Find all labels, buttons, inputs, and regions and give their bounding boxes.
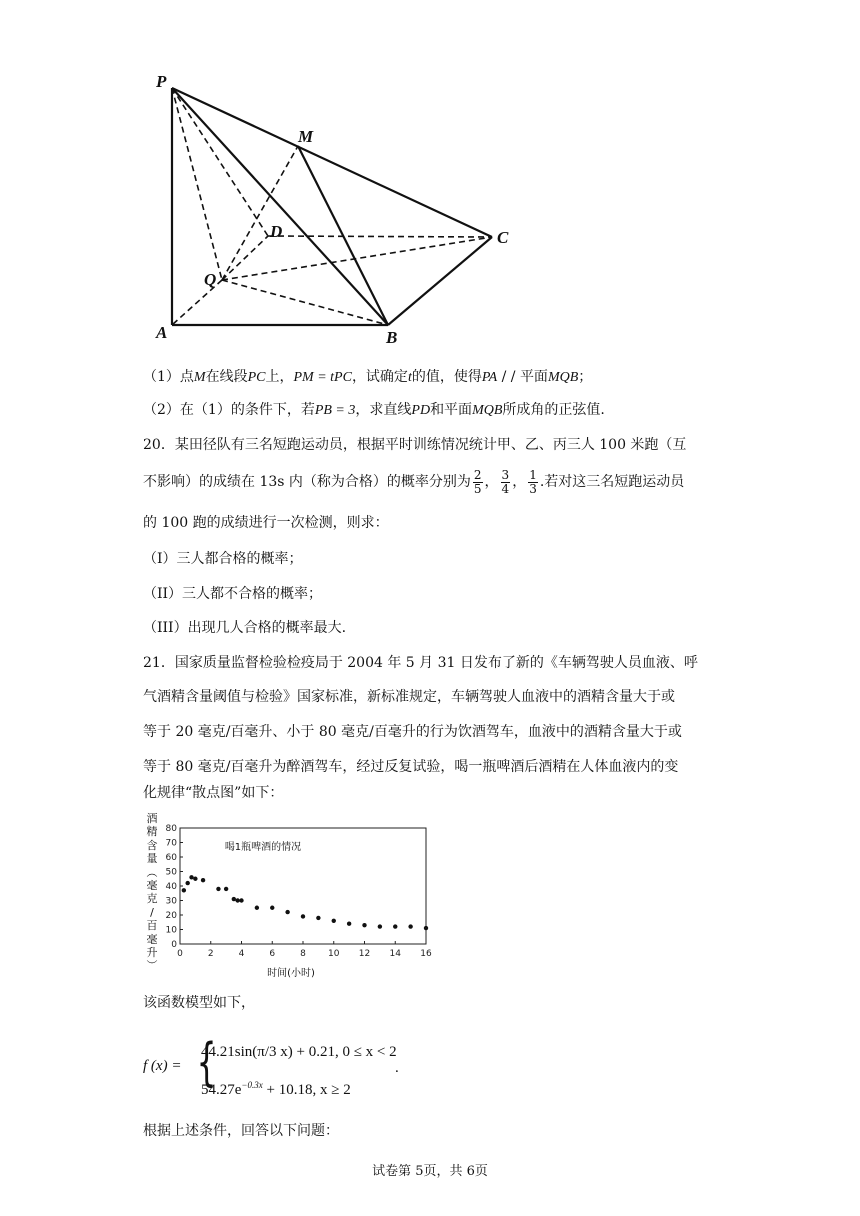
data-point xyxy=(193,877,197,881)
ylabel-char: 酒 xyxy=(146,812,158,825)
q20-line3: 的 100 跑的成绩进行一次检测，则求： xyxy=(143,515,389,531)
math: t xyxy=(407,370,412,385)
x-tick-label: 4 xyxy=(238,949,245,959)
y-tick-label: 50 xyxy=(165,867,177,878)
text: 上， xyxy=(265,369,294,385)
plot-frame xyxy=(180,828,426,944)
q20-line1: 20．某田径队有三名短跑运动员，根据平时训练情况统计甲、乙、丙三人 100 米跑（互 xyxy=(143,437,687,453)
data-point xyxy=(332,919,336,923)
y-tick-label: 30 xyxy=(165,896,177,907)
q21-after-chart: 该函数模型如下， xyxy=(143,995,255,1011)
solid-edges xyxy=(172,88,492,325)
point-label-Q: Q xyxy=(204,270,217,289)
text: 的值，使得 xyxy=(411,369,482,385)
ylabel-char: 毫 xyxy=(146,879,158,893)
denominator: 3 xyxy=(529,481,537,496)
x-tick-label: 10 xyxy=(328,949,340,959)
formula-case1: 44.21sin(π/3 x) + 0.21, 0 ≤ x < 2 xyxy=(201,1044,397,1060)
data-point xyxy=(201,878,205,882)
math: PM = tPC xyxy=(293,370,352,385)
ylabel-char: 升 xyxy=(146,946,158,960)
data-point xyxy=(189,875,193,879)
text: 和平面 xyxy=(430,402,473,418)
x-tick-label: 12 xyxy=(358,949,371,959)
text: 不影响）的成绩在 13s 内（称为合格）的概率分别为 xyxy=(143,474,471,490)
q19-part2 xyxy=(143,400,605,421)
edge-QC xyxy=(222,237,492,280)
q20-line2 xyxy=(143,467,684,497)
pyramid-figure xyxy=(150,70,530,355)
x-tick-label: 2 xyxy=(207,949,214,959)
q21-line3: 等于 20 毫克/百毫升、小于 80 毫克/百毫升的行为饮酒驾车，血液中的酒精含量大于或 xyxy=(143,724,682,740)
data-point xyxy=(301,914,305,918)
x-tick-label: 6 xyxy=(269,949,276,959)
y-tick-label: 0 xyxy=(171,940,177,950)
data-point xyxy=(362,923,366,927)
y-tick-label: 70 xyxy=(165,838,177,849)
data-point xyxy=(347,922,351,926)
x-tick-label: 0 xyxy=(177,949,183,959)
x-tick-label: 14 xyxy=(389,949,401,959)
text: （2）在（1）的条件下，若 xyxy=(143,402,315,418)
fraction-3-4 xyxy=(501,469,511,496)
q21-line2: 气酒精含量阈值与检验》国家标准，新标准规定，车辆驾驶人血液中的酒精含量大于或 xyxy=(143,689,675,705)
point-label-M: M xyxy=(298,127,314,146)
q20-item1: （I）三人都合格的概率； xyxy=(143,551,303,567)
point-label-C: C xyxy=(497,228,509,247)
brace: { xyxy=(196,1033,217,1093)
formula-lhs: f (x) = xyxy=(143,1058,182,1074)
q20-item3: （III）出现几人合格的概率最大. xyxy=(143,620,347,636)
scatter-chart xyxy=(160,818,440,978)
denominator: 4 xyxy=(501,481,510,496)
data-point xyxy=(235,898,239,902)
ylabel-char: 含 xyxy=(146,838,158,852)
data-point xyxy=(270,906,274,910)
point-label-B: B xyxy=(386,328,398,347)
text: 在线段 xyxy=(205,369,248,385)
y-tick-label: 80 xyxy=(165,824,177,834)
point-label-D: D xyxy=(270,222,283,241)
data-point xyxy=(185,881,189,885)
text: ， xyxy=(484,474,499,490)
text: ，求直线 xyxy=(355,402,412,418)
ylabel-char: ︵ xyxy=(146,865,158,879)
q19-part1 xyxy=(143,367,592,388)
chart-title: 喝1瓶啤酒的情况 xyxy=(224,842,302,853)
numerator: 3 xyxy=(501,467,510,482)
dashed-edges xyxy=(172,88,492,325)
data-point xyxy=(285,910,289,914)
edge-BC xyxy=(388,237,492,325)
denominator: 5 xyxy=(473,481,482,496)
q20-item2: （II）三人都不合格的概率； xyxy=(143,586,323,602)
data-point xyxy=(224,887,228,891)
text: ； xyxy=(578,369,593,385)
data-point xyxy=(424,926,428,930)
math: PB = 3 xyxy=(314,403,356,418)
text: 所成角的正弦值. xyxy=(502,402,605,418)
math: MQB xyxy=(472,403,503,418)
formula-case2 xyxy=(201,1080,351,1099)
numerator: 2 xyxy=(473,467,482,482)
ylabel-char: 百 xyxy=(146,919,158,933)
data-point xyxy=(316,916,320,920)
data-point xyxy=(232,897,236,901)
text: （1）点 xyxy=(143,369,194,385)
fraction-1-3 xyxy=(528,469,538,496)
data-point xyxy=(393,924,397,928)
math: MQB xyxy=(547,370,579,385)
y-tick-label: 60 xyxy=(165,853,177,863)
formula-end: . xyxy=(395,1060,399,1076)
chart-xlabel: 时间(小时) xyxy=(267,968,315,978)
data-point xyxy=(239,898,243,902)
ylabel-char: 克 xyxy=(146,892,158,906)
text: ， xyxy=(512,474,527,490)
data-point xyxy=(378,924,382,928)
q21-closing: 根据上述条件，回答以下问题： xyxy=(143,1123,339,1139)
edge-QB xyxy=(222,280,388,325)
ylabel-char: 毫 xyxy=(146,932,158,946)
data-point xyxy=(408,924,412,928)
chart-ylabel xyxy=(143,812,161,973)
point-label-P: P xyxy=(156,72,167,91)
data-point xyxy=(255,906,259,910)
ylabel-char: 精 xyxy=(146,825,158,839)
exponent: −0.3x xyxy=(241,1080,263,1090)
math: / / xyxy=(497,369,520,385)
data-point xyxy=(216,887,220,891)
math: PC xyxy=(247,370,266,385)
data-point xyxy=(182,888,186,892)
ylabel-char: ︶ xyxy=(146,959,158,973)
edge-DC xyxy=(268,236,492,237)
page-footer: 试卷第 5页，共 6页 xyxy=(372,1164,488,1179)
y-tick-label: 40 xyxy=(165,882,177,892)
ylabel-char: / xyxy=(150,905,154,919)
y-tick-label: 10 xyxy=(165,925,177,936)
text: ，试确定 xyxy=(351,369,408,385)
point-label-A: A xyxy=(156,323,168,342)
ylabel-char: 量 xyxy=(146,852,158,866)
edge-QD xyxy=(222,236,268,280)
math: M xyxy=(193,370,206,385)
x-tick-label: 8 xyxy=(300,949,306,959)
q21-line4: 等于 80 毫克/百毫升为醉酒驾车，经过反复试验，喝一瓶啤酒后酒精在人体血液内的变 xyxy=(143,759,679,775)
text: + 10.18, x ≥ 2 xyxy=(262,1082,351,1098)
y-tick-label: 20 xyxy=(165,911,177,921)
numerator: 1 xyxy=(529,467,537,482)
text: 平面 xyxy=(519,369,548,385)
fraction-2-5 xyxy=(473,469,483,496)
text: 54.27e xyxy=(201,1082,242,1098)
math: PD xyxy=(411,403,431,418)
text: .若对这三名短跑运动员 xyxy=(539,474,685,490)
q21-line5: 化规律“散点图”如下： xyxy=(143,785,284,801)
q21-line1: 21．国家质量监督检验检疫局于 2004 年 5 月 31 日发布了新的《车辆驾驶人员血液、呼 xyxy=(143,655,698,671)
math: PA xyxy=(481,370,498,385)
x-tick-label: 16 xyxy=(420,949,432,959)
